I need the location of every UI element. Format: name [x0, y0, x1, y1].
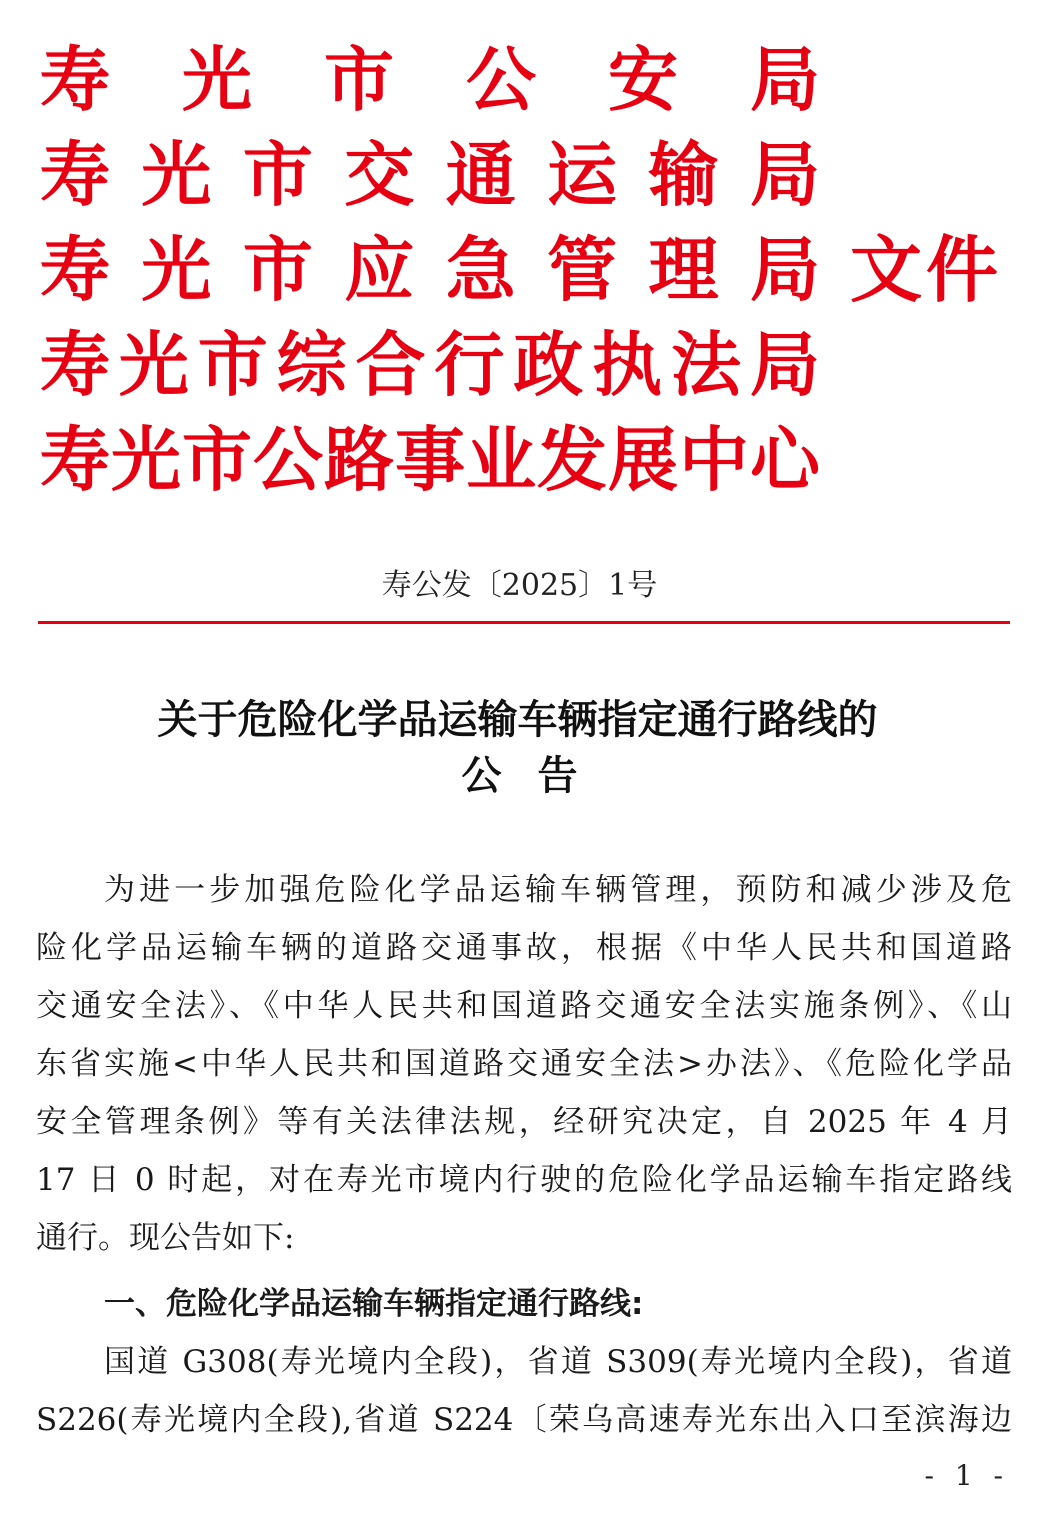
- issuer-char: 市: [197, 324, 268, 406]
- issuer-char: 心: [750, 419, 820, 501]
- page-number: - 1 -: [924, 1459, 1009, 1492]
- body-line: 通行。现公告如下:: [36, 1220, 295, 1256]
- issuer-name: [40, 135, 820, 215]
- issuer-char: 公: [466, 39, 536, 121]
- issuer-char: 安: [608, 39, 678, 121]
- issuer-char: 应: [344, 229, 415, 311]
- issuer-char: 光: [182, 39, 252, 121]
- body-line: 安全管理条例》等有关法律法规，经研究决定，自 2025 年 4 月: [36, 1104, 1012, 1140]
- issuer-char: 管: [547, 229, 618, 311]
- issuer-char: 寿: [40, 419, 110, 501]
- issuer-name: [40, 230, 820, 310]
- issuer-char: 市: [242, 229, 313, 311]
- red-divider: [38, 621, 1010, 624]
- issuer-char: 市: [182, 419, 252, 501]
- issuer-char: 光: [141, 134, 212, 216]
- issuer-char: 局: [750, 39, 820, 121]
- issuer-char: 业: [466, 419, 536, 501]
- issuer-char: 综: [276, 324, 347, 406]
- issuer-char: 执: [592, 324, 663, 406]
- issuer-char: 光: [118, 324, 189, 406]
- issuer-char: 发: [537, 419, 607, 501]
- issuer-char: 光: [141, 229, 212, 311]
- issuer-char: 输: [648, 134, 719, 216]
- issuer-char: 中: [679, 419, 749, 501]
- section-heading-text: 一、危险化学品运输车辆指定通行路线:: [104, 1286, 644, 1322]
- issuer-char: 理: [648, 229, 719, 311]
- issuer-char: 展: [608, 419, 678, 501]
- body-line: 为进一步加强危险化学品运输车辆管理，预防和减少涉及危: [104, 872, 1012, 908]
- issuer-char: 行: [434, 324, 505, 406]
- issuer-char: 寿: [40, 39, 110, 121]
- body-line: 国道 G308(寿光境内全段)，省道 S309(寿光境内全段)，省道: [104, 1344, 1012, 1380]
- issuer-char: 事: [395, 419, 465, 501]
- issuer-char: 局: [749, 324, 820, 406]
- issuer-char: 局: [749, 229, 820, 311]
- body-line: 交通安全法》、《中华人民共和国道路交通安全法实施条例》、《山: [36, 988, 1012, 1024]
- issuer-char: 市: [242, 134, 313, 216]
- issuer-char: 急: [445, 229, 516, 311]
- issuer-char: 政: [513, 324, 584, 406]
- document-title: 关于危险化学品运输车辆指定通行路线的: [157, 697, 878, 743]
- issuer-char: 寿: [40, 134, 110, 216]
- issuer-char: 法: [671, 324, 741, 406]
- issuer-char: 交: [344, 134, 415, 216]
- body-line: 17 日 0 时起，对在寿光市境内行驶的危险化学品运输车指定路线: [36, 1162, 1012, 1198]
- issuer-char: 市: [324, 39, 394, 121]
- issuer-char: 光: [111, 419, 181, 501]
- issuer-char: 公: [253, 419, 323, 501]
- issuer-char: 运: [547, 134, 618, 216]
- issuer-name: [40, 420, 820, 500]
- body-line: 东省实施<中华人民共和国道路交通安全法>办法》、《危险化学品: [36, 1046, 1012, 1082]
- issuer-char: 局: [749, 134, 820, 216]
- issuer-char: 合: [355, 324, 426, 406]
- body-line: S226(寿光境内全段),省道 S224〔荣乌高速寿光东出入口至滨海边: [36, 1402, 1012, 1438]
- issuer-char: 寿: [40, 229, 110, 311]
- issuer-name: [40, 325, 820, 405]
- document-suffix: 文件: [850, 228, 1003, 312]
- issuer-name: [40, 40, 820, 120]
- issuer-char: 路: [324, 419, 394, 501]
- body-line: 险化学品运输车辆的道路交通事故，根据《中华人民共和国道路: [36, 930, 1012, 966]
- issuer-char: 通: [445, 134, 516, 216]
- document-title-announcement: 公告: [461, 753, 614, 799]
- issuer-char: 寿: [40, 324, 110, 406]
- document-number: 寿公发〔2025〕1号: [381, 568, 658, 603]
